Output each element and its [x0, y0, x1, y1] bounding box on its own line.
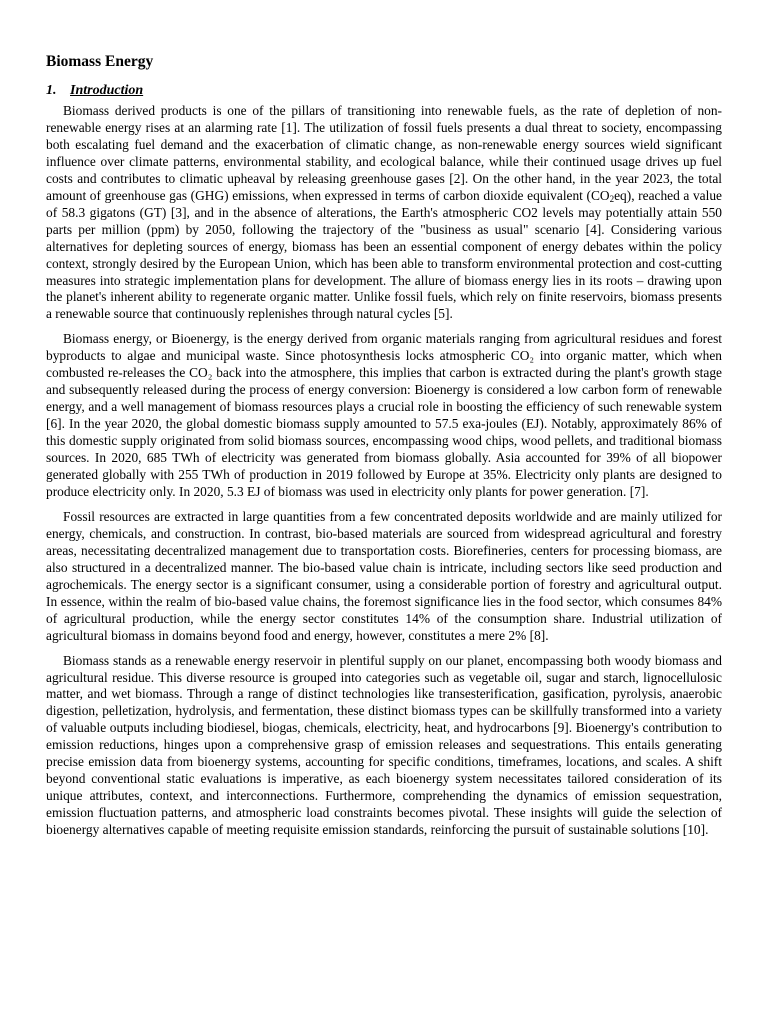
paragraph-text: Biomass derived products is one of the pillars of transitioning into renewable fuels, as the rate of depletion of non-renewable energy rises at an alarming rate [1]. The utilization of fossil fuels presents a dual threat to society, encompassing both escalating fuel demand and the exacerbation of climatic change, as non-renewable energy sources wield significant influence over climate patterns, environmental stability, and ecological balance, while their continued usage drives up fuel costs and contributes to climatic upheaval by releasing greenhouse gases [2]. On the other hand, in the year 2023, the total amount of greenhouse gas (GHG) emissions, when expressed in terms of carbon dioxide equivalent (CO — [46, 103, 722, 203]
paragraph-3 — [46, 509, 722, 645]
subscript-text: 2 — [609, 193, 615, 204]
paragraph-1 — [46, 103, 722, 323]
section-heading — [46, 82, 722, 100]
paragraph-text: Biomass stands as a renewable energy reservoir in plentiful supply on our planet, encompassing both woody biomass and agricultural residue. This diverse resource is grouped into categories such as vegetable oil, sugar and starch, lignocellulosic matter, and wet biomass. Through a range of distinct technologies like transesterification, gasification, pyrolysis, anaerobic digestion, pelletization, hydrolysis, and fermentation, these distinct biomass types can be skillfully transformed into a variety of valuable outputs including biodiesel, biogas, chemicals, electricity, heat, and hydrocarbons [9]. Bioenergy's contribution to emission reductions, hinges upon a comprehensive grasp of emission releases and sequestrations. This entails generating precise emission data from bioenergy systems, accounting for specific conditions, timeframes, locations, and scales. A shift beyond conventional static evaluations is imperative, as each bioenergy system necessitates tailored consideration of its unique attributes, context, and interconnections. Furthermore, comprehending the dynamics of emission sequestration, emission fluctuation patterns, and atmospheric load constraints becomes pivotal. These insights will guide the selection of bioenergy alternatives capable of meeting requisite emission standards, reinforcing the pursuit of sustainable solutions [10]. — [46, 652, 722, 838]
paragraph-4 — [46, 653, 722, 839]
paragraph-2 — [46, 331, 722, 501]
paragraph-text: eq), reached a value of 58.3 gigatons (GT) [3], and in the absence of alterations, the Earth's atmospheric CO2 levels may potentially attain 550 parts per million (ppm) by 2050, following the trajectory of the "business as usual" scenario [4]. Considering various alternatives for depleting sources of energy, biomass has been an essential component of energy debates within the policy context, strongly desired by the European Union, which has been able to transform environmental protection and cost-cutting measures into strategic implementation plans for development. The allure of biomass energy lies in its roots – drawing upon the planet's inherent ability to regenerate organic matter. Unlike fossil fuels, which rely on finite reservoirs, biomass presents a renewable source that continuously replenishes through natural cycles [5]. — [46, 187, 722, 322]
section-number: 1. — [46, 83, 57, 98]
paragraph-text: Biomass energy, or Bioenergy, is the energy derived from organic materials ranging from agricultural residues and forest byproducts to algae and municipal waste. Since photosynthesis locks atmospheric CO₂ into organic matter, which when combusted re-releases the CO₂ back into the atmosphere, this implies that carbon is extracted during the plant's growth stage and subsequently released during the process of energy conversion: Bioenergy is considered a low carbon form of renewable energy, and a well management of biomass resources plays a crucial role in boosting the efficiency of such renewable system [6]. In the year 2020, the global domestic biomass supply amounted to 57.5 exa-joules (EJ). Notably, approximately 86% of this domestic supply originated from solid biomass sources, encompassing wood chips, wood pellets, and traditional biomass sources. In 2020, 685 TWh of electricity was generated from biomass globally. Asia accounted for 39% of all biopower generated globally with 255 TWh of production in 2019 followed by Europe at 35%. Electricity only plants are designed to produce electricity only. In 2020, 5.3 EJ of biomass was used in electricity only plants for power generation. [7]. — [46, 331, 722, 499]
section-label: Introduction — [70, 83, 144, 98]
paragraph-text: Fossil resources are extracted in large quantities from a few concentrated deposits worldwide and are mainly utilized for energy, chemicals, and construction. In contrast, bio-based materials are sourced from widespread agricultural and forestry areas, necessitating decentralized management due to transportation costs. Biorefineries, centers for processing biomass, are also structured in a decentralized manner. The bio-based value chain is intricate, including sectors like seed production and agrochemicals. The energy sector is a significant consumer, using a considerable portion of forestry and agricultural output. In essence, within the realm of bio-based value chains, the foremost significance lies in the food sector, which consumes 84% of agricultural production, while the energy sector constitutes 14% of the consumption share. Industrial utilization of agricultural biomass in domains beyond food and energy, however, constitutes a mere 2% [8]. — [46, 508, 722, 643]
document-title: Biomass Energy — [46, 53, 154, 70]
document-page — [46, 52, 722, 847]
